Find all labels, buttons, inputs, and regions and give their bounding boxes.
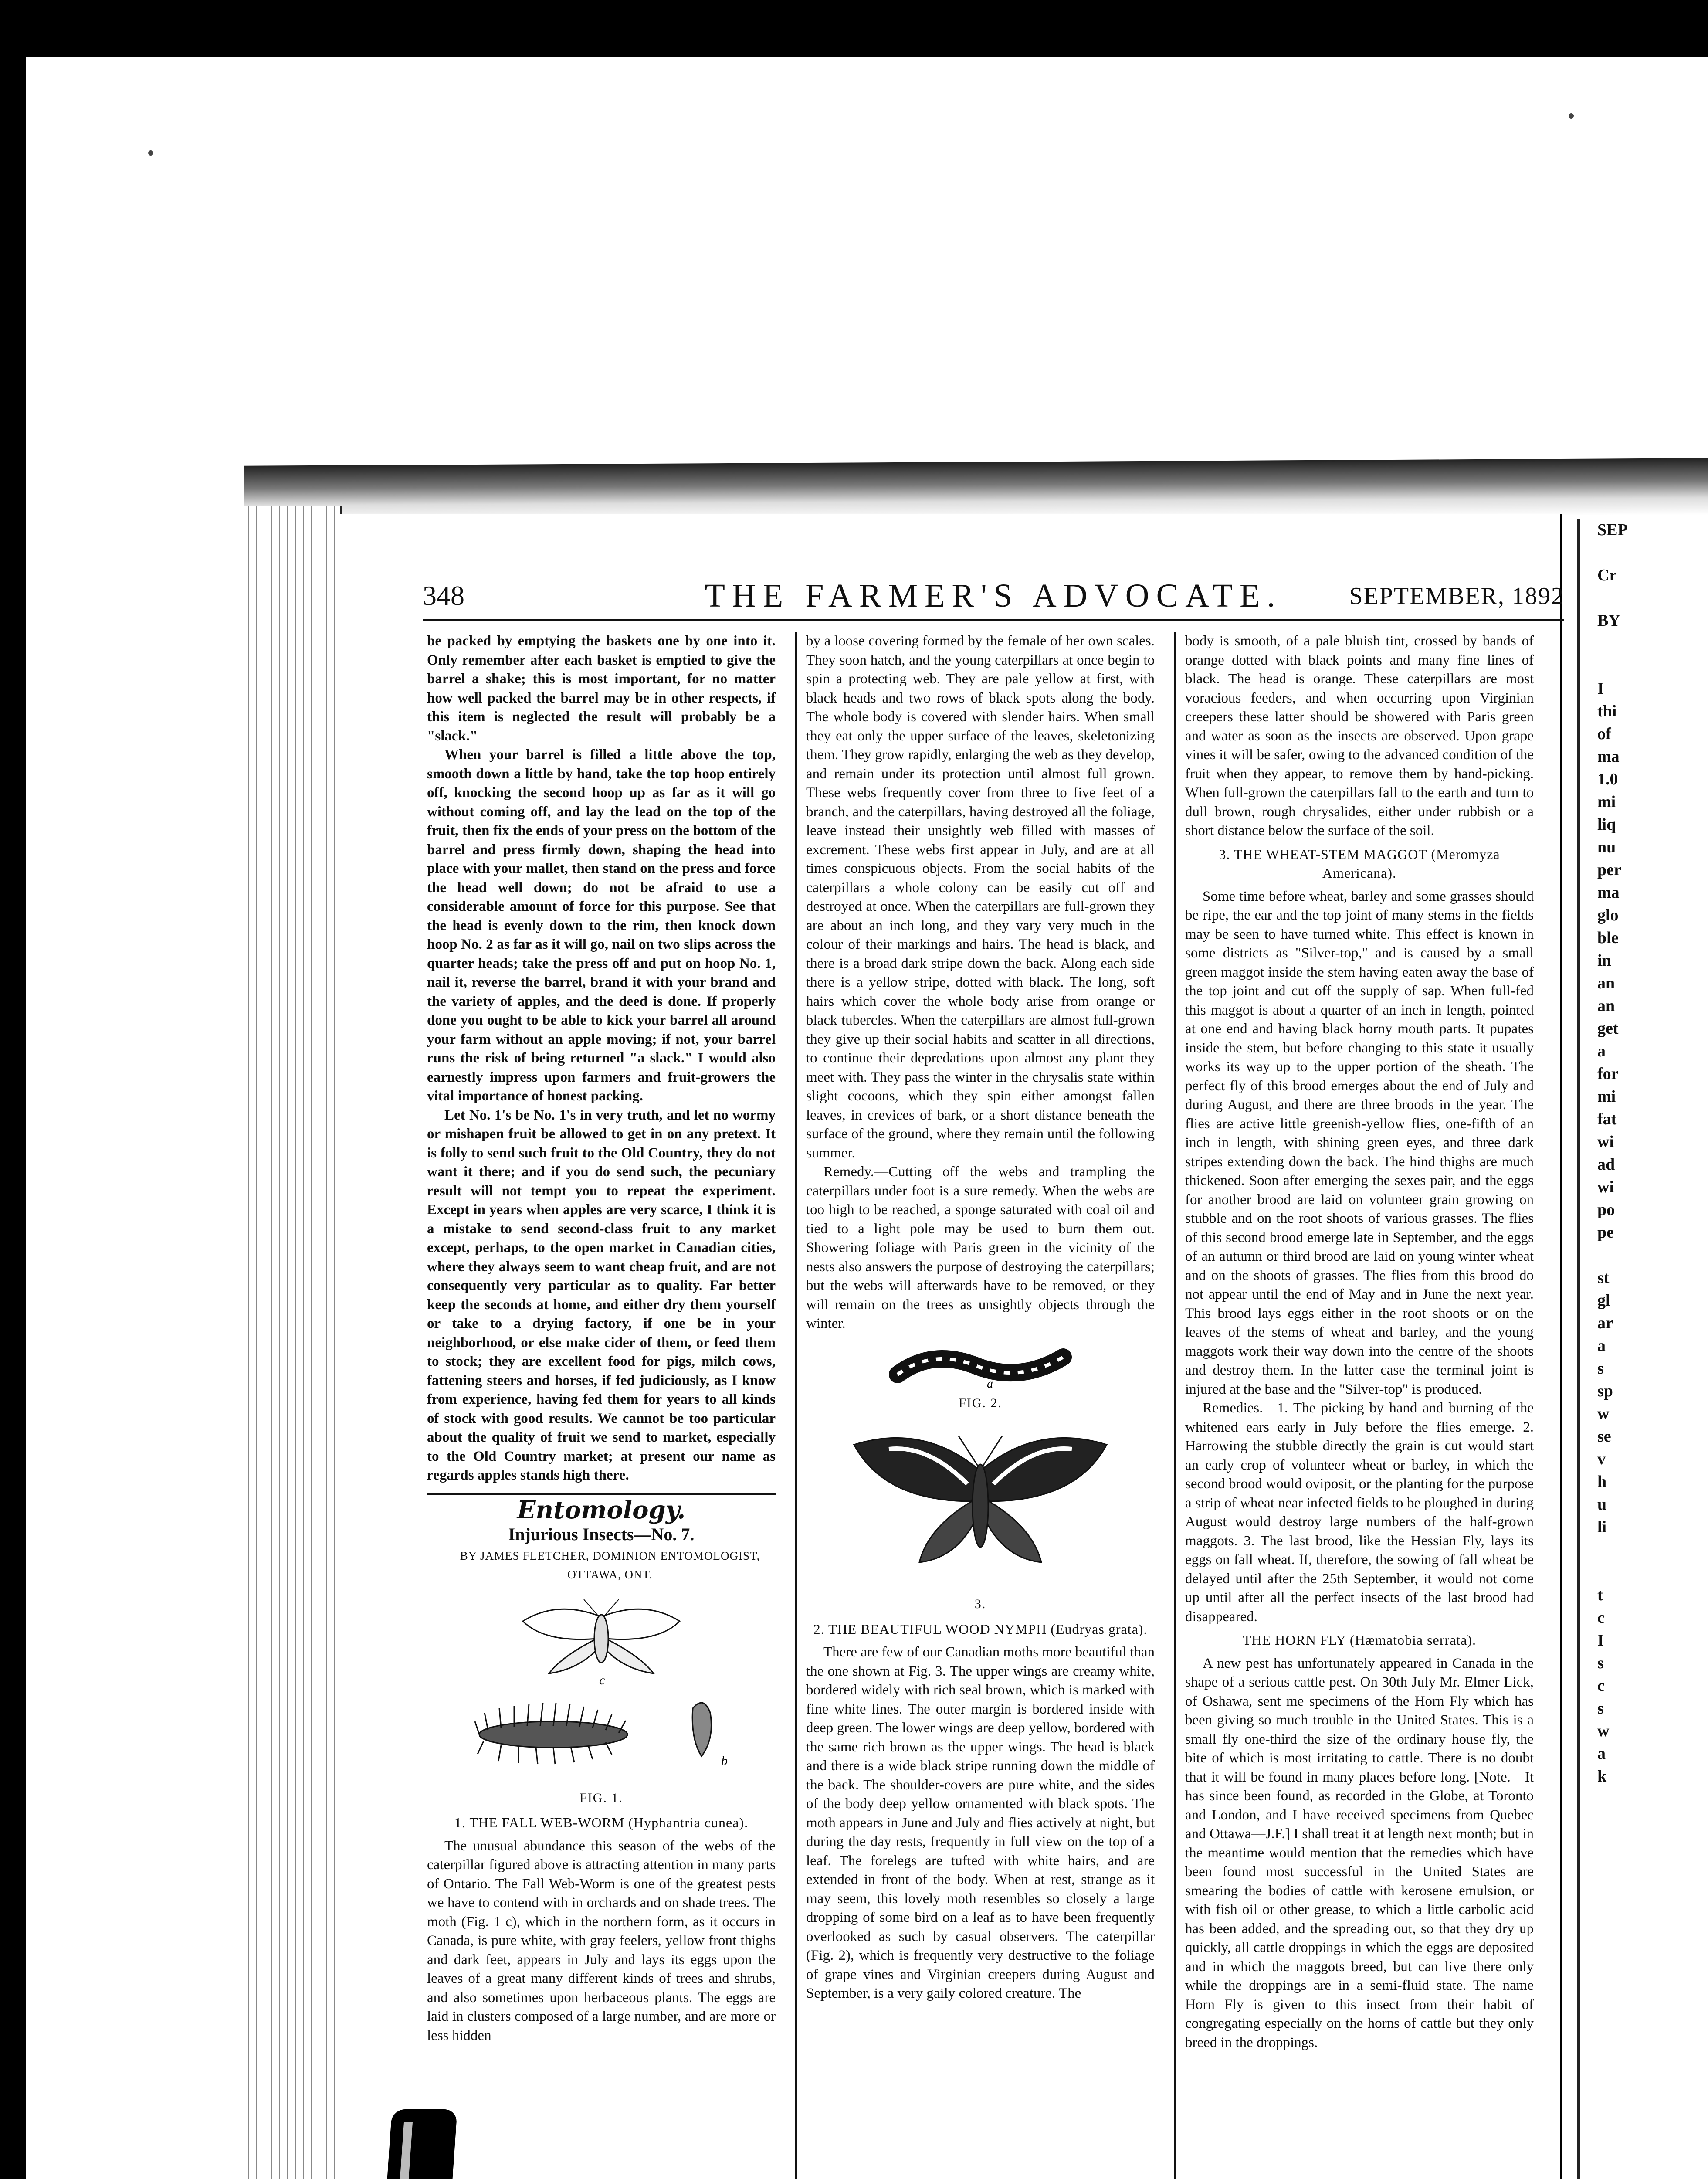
fig2-label: a	[987, 1377, 993, 1391]
fig1-label-b: b	[721, 1753, 728, 1768]
facing-page-line: t	[1597, 1586, 1603, 1604]
publication-title: THE FARMER'S ADVOCATE.	[705, 577, 1282, 614]
facing-page-line: w	[1597, 1405, 1610, 1423]
facing-page-line: k	[1597, 1767, 1607, 1785]
figure-caption: FIG. 1.	[580, 1790, 623, 1805]
facing-page-line: s	[1597, 1699, 1604, 1717]
facing-page-line: of	[1597, 725, 1611, 743]
subheading-horn-fly: THE HORN FLY (Hæmatobia serrata).	[1242, 1632, 1477, 1648]
facing-page-line: s	[1597, 1359, 1604, 1378]
subheading-wheat-stem-maggot: 3. THE WHEAT-STEM MAGGOT (Meromyza Americana).	[1219, 846, 1500, 881]
subheading-fall-webworm: 1. THE FALL WEB-WORM (Hyphantria cunea).	[454, 1815, 749, 1830]
facing-page-line: a	[1597, 1042, 1606, 1060]
facing-page-line: ar	[1597, 1314, 1613, 1332]
facing-page-line: u	[1597, 1495, 1607, 1514]
byline: BY JAMES FLETCHER, DOMINION ENTOMOLOGIST,	[460, 1549, 760, 1562]
facing-page-line: in	[1597, 951, 1611, 970]
packing-article	[427, 632, 776, 1485]
facing-page-line: an	[1597, 974, 1615, 992]
facing-page-line: a	[1597, 1337, 1606, 1355]
paragraph: body is smooth, of a pale bluish tint, crossed by bands of orange dotted with black points and many fine lines of black. The head is orange. These caterpillars are most voracious feeders, and when occurring upon Virginian creepers these latter should be showered with Paris green and water as soon as the insects are observed. Upon grape vines it will be safer, owing to the advanced condition of the fruit when they appear, to remove them by hand-picking. When full-grown the caterpillars fall to the earth and turn to dull brown, rough chrysalides, either under rubbish or a short distance below the surface of the soil.	[1185, 633, 1534, 838]
wood-nymph-moth-illustration	[828, 1419, 1133, 1593]
fig1-label-c: c	[599, 1673, 605, 1687]
facing-page-line: SEP	[1597, 521, 1628, 539]
fall-webworm-illustration	[449, 1591, 754, 1787]
facing-page-line: for	[1597, 1065, 1619, 1083]
page-header	[423, 577, 1564, 621]
magazine-page	[340, 514, 1562, 2179]
facing-page-line: an	[1597, 997, 1615, 1015]
facing-page-line: s	[1597, 1654, 1604, 1672]
book-top-edge	[244, 458, 1708, 523]
column-3	[1185, 632, 1534, 2052]
facing-page-line: nu	[1597, 838, 1616, 856]
facing-page-line: w	[1597, 1722, 1610, 1740]
facing-page-line: c	[1597, 1677, 1605, 1695]
paragraph: When your barrel is filled a little above the top, smooth down a little by hand, take the top hoop entirely off, knocking the second hoop up as far as it will go without coming off, and lay the lead on the top of the fruit, then fix the ends of your press on the bottom of the barrel and press firmly down, shaping the head into place with your mallet, then stand on the press and force the head well down; do not be afraid to use a considerable amount of force for this purpose. See that the head is evenly down to the rim, then knock down hoop No. 2 as far as it will go, nail on two slips across the quarter heads; take the press off and put on hoop No. 1, nail it, reverse the barrel, brand it with your brand and the variety of apples, and the deed is done. If properly done you ought to be able to kick your barrel all around your farm without an apple moving; if not, your barrel runs the risk of being returned "a slack." I would also earnestly impress upon farmers and fruit-growers the vital importance of honest packing.	[427, 747, 776, 1104]
facing-page-line: fat	[1597, 1110, 1617, 1128]
column-1	[427, 632, 776, 2045]
page-number: 348	[423, 580, 464, 611]
facing-page-line: 1.0	[1597, 770, 1618, 788]
facing-page-line: wi	[1597, 1178, 1614, 1196]
facing-page-line: st	[1597, 1269, 1610, 1287]
issue-date: SEPTEMBER, 1892	[1349, 583, 1564, 610]
dust-speck	[148, 150, 153, 156]
facing-page-line: mi	[1597, 793, 1616, 811]
wood-nymph-caterpillar-illustration	[880, 1340, 1081, 1392]
facing-page-line: I	[1597, 1631, 1604, 1650]
facing-page-line: ma	[1597, 747, 1620, 766]
byline-location: OTTAWA, ONT.	[567, 1568, 653, 1581]
paragraph: Some time before wheat, barley and some grasses should be ripe, the ear and the top joint of many stems in the fields may be seen to have turned white. This effect is known in some districts as "Silver-top," and is caused by a small green maggot inside the stem having eaten away the base of the top joint and cut off the supply of sap. When full-fed this maggot is about a quarter of an inch in length, pointed at one end and having black horny mouth parts. It pupates inside the stem, but before changing to this state it usually works its way up to the upper portion of the sheath. The perfect fly of this brood emerges about the end of July and during August, and there are three broods in the year. The flies are active little greenish-yellow flies, one-fifth of an inch in length, with shining green eyes, and three dark stripes extending down the back. The hind thighs are much thickened. Soon after emerging the sexes pair, and the eggs for another brood are laid on volunteer grain growing on stubble and on the root shoots of various grasses. The flies of this second brood emerge late in September, and the eggs of an autumn or third brood are laid on young winter wheat and on the shoots of grasses. The flies from this brood do not appear until the end of May and in June the next year. This brood lays eggs either in the root shoots or on the leaves of the stems of wheat and barley, and the young maggots work their way down into the centre of the shoots and destroy them. In the latter case the terminal joint is injured at the base and the "Silver-top" is produced.	[1185, 888, 1534, 1397]
facing-page-line: ble	[1597, 929, 1619, 947]
facing-page-line: BY	[1597, 611, 1620, 630]
paragraph: be packed by emptying the baskets one by one into it. Only remember after each basket is emptied to give the barrel a shake; this is most important, for no matter how well packed the barrel may be in other respects, if this item is neglected the result will probably be a "slack."	[427, 633, 776, 744]
facing-page-line: sp	[1597, 1382, 1613, 1400]
facing-page-line: a	[1597, 1745, 1606, 1763]
caterpillar-drawing	[475, 1703, 627, 1764]
facing-page-line: c	[1597, 1609, 1605, 1627]
page-stack-edge	[244, 506, 342, 2179]
section-heading-entomology: Entomology.	[427, 1493, 776, 1520]
column-rule	[795, 632, 797, 2179]
facing-page-line: ma	[1597, 883, 1620, 902]
figure-2	[806, 1340, 1155, 1413]
facing-page-line: wi	[1597, 1133, 1614, 1151]
facing-page-line: gl	[1597, 1291, 1610, 1310]
article-title: Injurious Insects—No. 7.	[508, 1524, 695, 1544]
facing-page-line: glo	[1597, 906, 1619, 924]
facing-page-line	[1580, 1561, 1708, 1584]
figure-1	[427, 1591, 776, 1808]
chrysalis-drawing	[692, 1703, 711, 1756]
facing-page-line	[1580, 1244, 1708, 1266]
facing-page-line: po	[1597, 1201, 1615, 1219]
column-2	[806, 632, 1155, 2003]
dust-speck	[1569, 113, 1574, 119]
facing-page-line: I	[1597, 679, 1604, 698]
facing-page-line	[1580, 655, 1708, 677]
facing-page-line: se	[1597, 1427, 1611, 1446]
facing-page-line: h	[1597, 1473, 1607, 1491]
paragraph: by a loose covering formed by the female of her own scales. They soon hatch, and the young caterpillars at once begin to spin a protecting web. They are pale yellow at first, with black heads and two rows of black spots along the body. The whole body is covered with slender hairs. When small they eat only the upper surface of the leaves, skeletonizing them. They grow rapidly, enlarging the web as they develop, and remain under its protection until almost full grown. These webs frequently cover from three to five feet of a branch, and the caterpillars, having destroyed all the foliage, leave instead their unsightly web filled with masses of excrement. These webs first appear in July, and are at all times conspicuous objects. From the social habits of the caterpillars a whole colony can be easily cut off and destroyed at once. When the caterpillars are full-grown they are about an inch long, and they vary very much in the colour of their markings and hairs. The head is black, and there is a broad dark stripe down the back. Along each side there is a yellow stripe, dotted with black. The long, soft hairs which cover the whole body arise from orange or black tubercles. When the caterpillars are almost full-grown they give up their social habits and scatter in all directions, to continue their depredations upon almost any plant they meet with. They pass the winter in the chrysalis state within slight cocoons, which they spin either amongst fallen leaves, in crevices of bark, or a short distance beneath the surface of the ground, where they remain until the following summer.	[806, 633, 1155, 1161]
paragraph: Let No. 1's be No. 1's in very truth, and let no wormy or mishapen fruit be allowed to get in on any pretext. It is folly to send such fruit to the Old Country, they do not want it there; and if you do send such, the pecuniary result will not tempt you to repeat the experiment. Except in years when apples are very scarce, I think it is a mistake to send second-class fruit to any market except, perhaps, to the open market in Canadian cities, where they always seem to want cheap fruit, and are not consequently very particular as to quality. Far better keep the seconds at home, and either dry them yourself or take to a drying factory, if one be in your neighborhood, or else make cider of them, or feed them to stock; they are excellent food for pigs, milch cows, fattening steers and horses, if fed judiciously, as I know from experience, having fed them for years to all kinds of stock with good results. We cannot be too particular about the quality of fruit we send to market, especially to the Old Country market; at present our name as regards apples stands high there.	[427, 1107, 776, 1483]
facing-page-line: v	[1597, 1450, 1606, 1468]
facing-page-line: thi	[1597, 702, 1617, 720]
facing-page-line	[1580, 541, 1708, 564]
paragraph: The unusual abundance this season of the webs of the caterpillar figured above is attracting attention in many parts of Ontario. The Fall Web-Worm is one of the greatest pests we have to contend with in orchards and on shade trees. The moth (Fig. 1 c), which in the northern form, as it occurs in Canada, is pure white, with gray feelers, yellow front thighs and dark feet, appears in July and lays its eggs upon the leaves of a great many different kinds of trees and shrubs, and also sometimes upon herbaceous plants. The eggs are laid in clusters composed of a large number, and are more or less hidden	[427, 1838, 776, 2043]
facing-page-line	[1580, 587, 1708, 609]
facing-page-line: mi	[1597, 1087, 1616, 1106]
facing-page-fragment	[1577, 519, 1708, 2179]
facing-page-line	[1580, 632, 1708, 655]
facing-page-line: per	[1597, 861, 1621, 879]
moth-drawing	[523, 1599, 680, 1673]
column-rule	[1174, 632, 1176, 2179]
paragraph: A new pest has unfortunately appeared in Canada in the shape of a serious cattle pest. On 30th July Mr. Elmer Lick, of Oshawa, sent me specimens of the Horn Fly which has been giving so much trouble in the United States. This is a small fly one-third the size of the ordinary house fly, the bite of which is most irritating to cattle. There is no doubt that it will be found in many places before long. [Note.—It has since been found, as recorded in the Globe, at Toronto and London, and I have received specimens from Quebec and Ottawa—J.F.] I shall treat it at length next month; but in the meantime would mention that the remedies which have been found most successful in the United States are smearing the bodies of cattle with kerosene emulsion, or with fish oil or other grease, to which a little carbolic acid has been added, and the spreading out, so that they dry up quickly, all cattle droppings in which the eggs are deposited and in which the maggots breed, but can live there only while the droppings are in a semi-fluid state. The name Horn Fly is given to this insect from their habit of congregating especially on the horns of cattle but they only breed in the droppings.	[1185, 1655, 1534, 2050]
facing-page-text	[1580, 519, 1708, 1788]
facing-page-line: get	[1597, 1019, 1619, 1038]
facing-page-line: li	[1597, 1518, 1607, 1536]
facing-page-line: liq	[1597, 815, 1616, 834]
figure-3	[806, 1419, 1155, 1614]
subheading-wood-nymph: 2. THE BEAUTIFUL WOOD NYMPH (Eudryas grata).	[813, 1621, 1148, 1637]
figure-caption: 3.	[974, 1597, 986, 1611]
paragraph: Remedy.—Cutting off the webs and trampling the caterpillars under foot is a sure remedy. When the webs are too high to be reached, a sponge saturated with coal oil and tied to a light pole may be used to burn them out. Showering foliage with Paris green in the vicinity of the nests also answers the purpose of destroying the caterpillars; but the webs will afterwards have to be removed, or they will remain on the trees as unsightly objects through the winter.	[806, 1164, 1155, 1331]
facing-page-line	[1580, 1538, 1708, 1561]
paragraph: There are few of our Canadian moths more beautiful than the one shown at Fig. 3. The upper wings are creamy white, bordered widely with rich seal brown, which is marked with fine white lines. The outer margin is bordered inside with deep green. The lower wings are deep yellow, bordered with the same rich brown as the upper wings. The head is black and there is a wide black stripe running down the middle of the back. The shoulder-covers are pure white, and the sides of the body deep yellow ornamented with black spots. The moth appears in June and July and flies actively at night, but during the day rests, frequently in full view on the top of a leaf. The forelegs are tufted with white hairs, and are extended in front of the body. When at rest, strange as it may seem, this lovely moth resembles so closely a large dropping of some bird on a leaf as to have been frequently overlooked as such by casual observers. The caterpillar (Fig. 2), which is frequently very destructive to the foliage of grape vines and Virginian creepers during August and September, is a very gaily colored creature. The	[806, 1644, 1155, 2001]
facing-page-line: ad	[1597, 1155, 1615, 1174]
figure-caption: FIG. 2.	[959, 1395, 1002, 1410]
paragraph: Remedies.—1. The picking by hand and burning of the whitened ears early in July before the flies emerge. 2. Harrowing the stubble directly the grain is cut would start an early crop of volunteer wheat or barley, in which the second brood would oviposit, or the planting for the purpose a strip of wheat near infected fields to be ploughed in during August would destroy large numbers of the half-grown maggots. 3. The last brood, like the Hessian Fly, lays its eggs on fall wheat. If, therefore, the sowing of fall wheat be delayed until after the 25th September, it would not come up until after all the perfect insects of the last brood had disappeared.	[1185, 1400, 1534, 1625]
facing-page-line: pe	[1597, 1223, 1614, 1242]
facing-page-line: Cr	[1597, 566, 1617, 584]
